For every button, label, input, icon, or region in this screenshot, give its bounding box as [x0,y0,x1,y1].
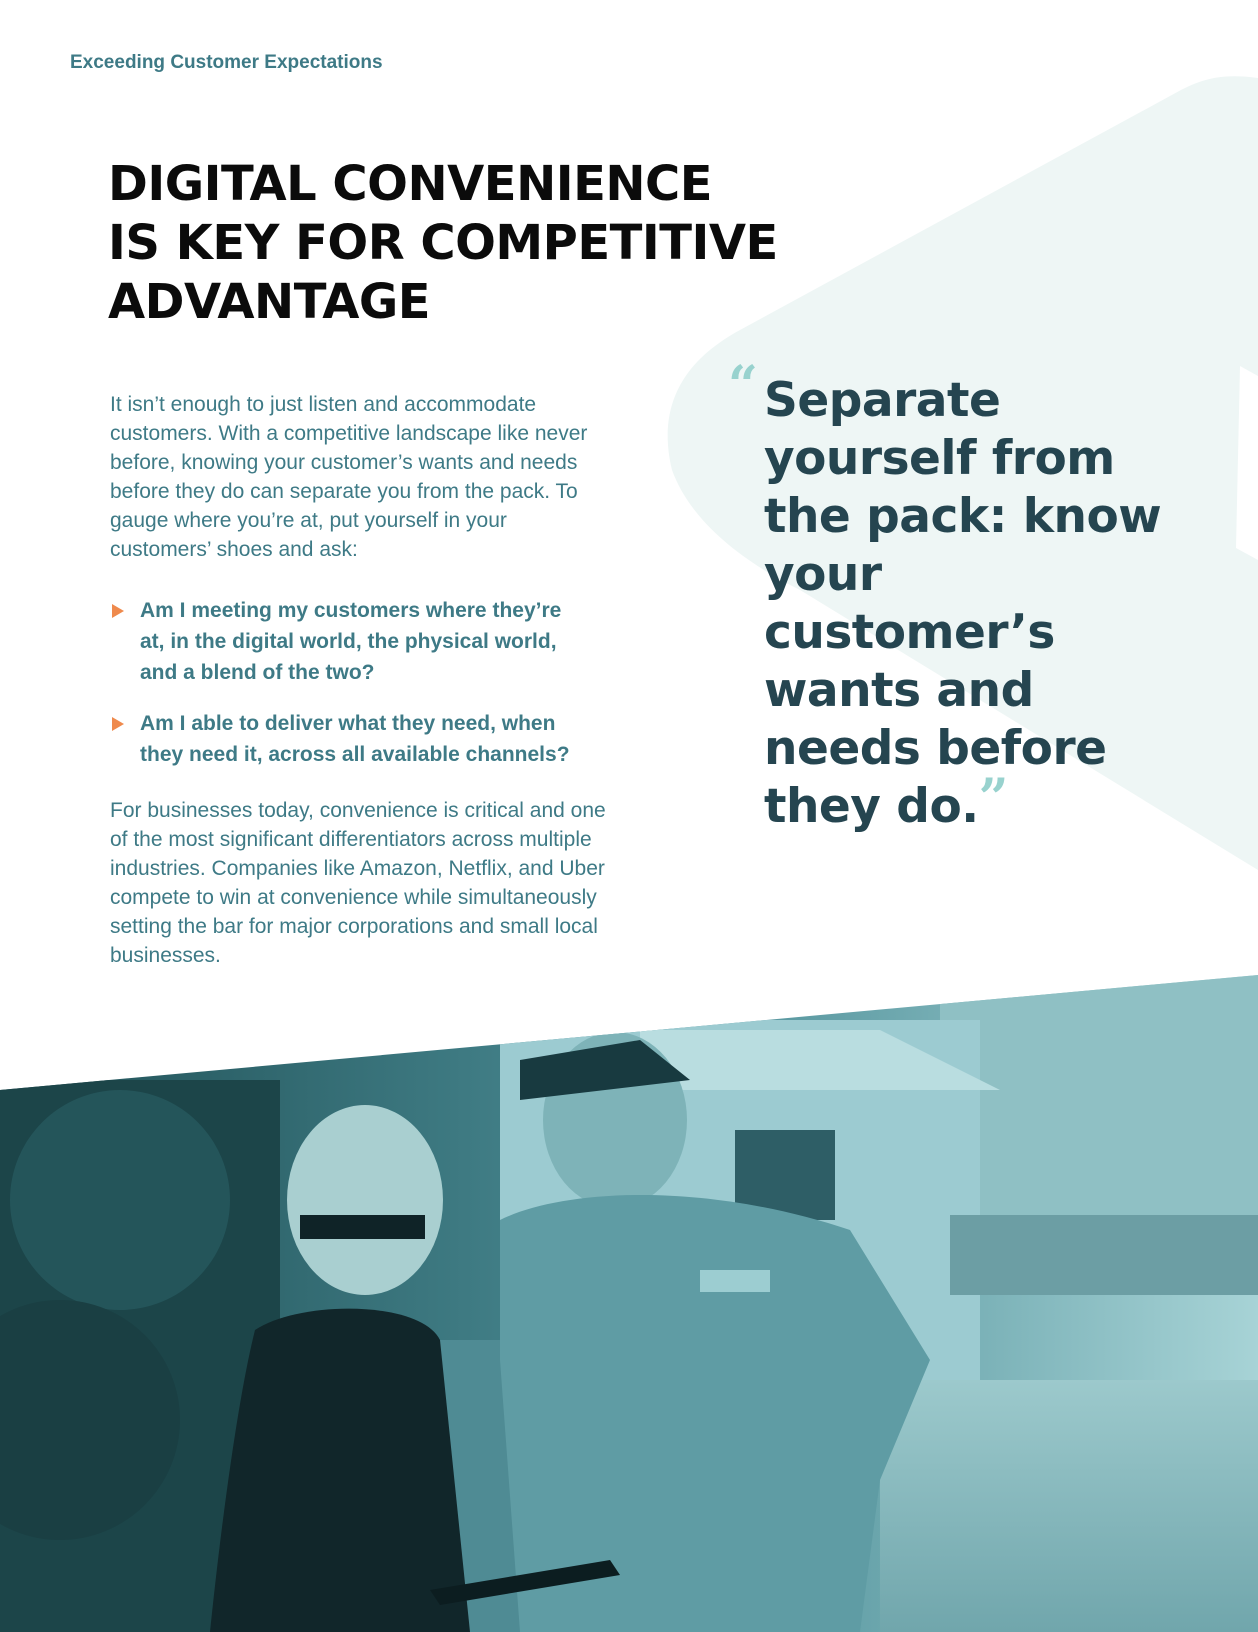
quote-body: Separate yourself from the pack: know your customer’s wants and needs before they do. [764,373,1162,834]
section-label: Exceeding Customer Expectations [70,52,383,73]
close-quote-icon: ” [978,768,1009,829]
title-line: IS KEY FOR COMPETITIVE [108,215,778,271]
intro-paragraph: It isn’t enough to just listen and accommodate customers. With a competitive landscape like never before, knowing your customer’s wants and needs before they do can separate you from the pack. To gauge where you’re at, put yourself in your customers’ shoes and ask: [110,393,588,561]
title-line: ADVANTAGE [108,274,431,330]
title-line: DIGITAL CONVENIENCE [108,156,713,212]
question-text: Am I able to deliver what they need, when they need it, across all available channels? [140,712,570,766]
question-text: Am I meeting my customers where they’re at, in the digital world, the physical world, and a blend of the two? [140,599,562,684]
closing-paragraph: For businesses today, convenience is critical and one of the most significant differentiators across multiple industries. Companies like Amazon, Netflix, and Uber compete to win at convenience while simultaneously setting the bar for major corporations and small local businesses. [110,799,606,967]
open-quote-icon: “ [728,355,758,416]
